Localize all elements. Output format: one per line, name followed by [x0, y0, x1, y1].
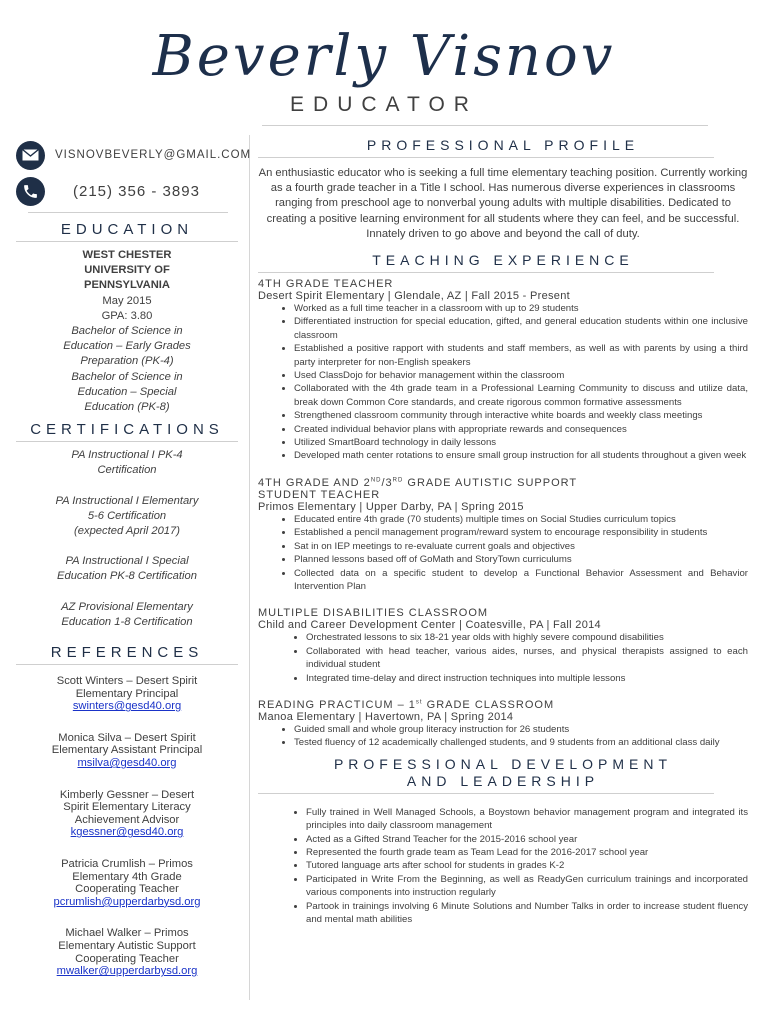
job-1 [258, 278, 748, 463]
reference-5-line-2: Elementary Autistic Support [58, 939, 196, 952]
list-item: • Orchestrated lessons to six 18-21 year olds with highly severe compound disabilities [306, 631, 748, 644]
email-row [16, 140, 252, 170]
cert-2-line-3: (expected April 2017) [74, 525, 180, 538]
list-item: • Developed math center rotations to ensure small group instruction for all students throughout a given week [294, 449, 748, 462]
list-item: • Partook in trainings involving 6 Minute Solutions and Number Talks in order to increase student fluency and mental math abilities [306, 900, 748, 927]
reference-3-line-3: Achievement Advisor [74, 813, 180, 826]
name-heading: Beverly Visnov [152, 24, 616, 89]
job-2-title-sup-1: ND [370, 477, 382, 484]
reference-4-email-link[interactable]: pcrumlish@upperdarbysd.org [53, 895, 201, 908]
reference-4 [16, 858, 238, 908]
job-1-details: Desert Spirit Elementary | Glendale, AZ | Fall 2015 - Present [258, 290, 570, 303]
list-item: • Differentiated instruction for special education, gifted, and general education students within one inclusive classroom [294, 315, 748, 342]
reference-4-line-1: Patricia Crumlish – Primos [61, 858, 193, 870]
reference-2-line-1: Monica Silva – Desert Spirit [58, 731, 196, 744]
cert-1 [16, 448, 238, 478]
cert-3 [16, 554, 238, 584]
job-3 [258, 607, 748, 685]
references-heading: REFERENCES [16, 644, 238, 665]
list-item: • Sat in on IEP meetings to re-evaluate current goals and objectives [294, 540, 748, 553]
reference-2-email-link[interactable]: msilva@gesd40.org [77, 757, 177, 770]
job-4-bullets [258, 723, 748, 750]
list-item: • Used ClassDojo for behavior management within the classroom [294, 369, 748, 382]
job-4-title-part-2: GRADE CLASSROOM [422, 698, 555, 711]
job-2-title-part-2: /3 [381, 476, 393, 489]
cert-2 [16, 494, 238, 540]
job-4-title-part-1: READING PRACTICUM – 1 [258, 698, 416, 711]
degree-2: Bachelor of Science in Education – Special Education (PK-8) [71, 370, 183, 414]
reference-1 [16, 675, 238, 713]
job-1-title: 4TH GRADE TEACHER [258, 278, 394, 291]
reference-3 [16, 789, 238, 839]
reference-3-email-link[interactable]: kgessner@gesd40.org [70, 826, 184, 839]
reference-1-line-2: Elementary Principal [75, 687, 179, 700]
cert-2-line-1: PA Instructional I Elementary [55, 494, 199, 507]
reference-5-line-3: Cooperating Teacher [75, 952, 179, 965]
job-4-details: Manoa Elementary | Havertown, PA | Spring 2014 [258, 710, 514, 723]
reference-5 [16, 927, 238, 977]
cert-3-line-1: PA Instructional I Special [65, 555, 189, 568]
reference-2-line-2: Elementary Assistant Principal [51, 744, 203, 757]
job-3-title: MULTIPLE DISABILITIES CLASSROOM [258, 607, 489, 620]
reference-5-email-link[interactable]: mwalker@upperdarbysd.org [56, 965, 198, 978]
profile-heading: PROFESSIONAL PROFILE [366, 137, 640, 153]
development-heading-line-1: PROFESSIONAL DEVELOPMENT [333, 755, 673, 772]
contact-divider [28, 212, 228, 213]
left-column [16, 140, 252, 978]
cert-4-line-1: AZ Provisional Elementary [61, 600, 193, 613]
job-3-details: Child and Career Development Center | Coatesville, PA | Fall 2014 [258, 619, 601, 632]
reference-3-line-2: Spirit Elementary Literacy [63, 801, 191, 814]
list-item: • Integrated time-delay and direct instruction techniques into multiple lessons [306, 672, 748, 685]
title-heading: EDUCATOR [290, 93, 478, 116]
development-bullets [258, 806, 748, 927]
profile-divider [258, 157, 714, 158]
list-item: • Participated in Write From the Beginning, as well as ReadyGen curriculum trainings and incorporated various components into instruction regularly [306, 873, 748, 900]
job-2-title [258, 477, 748, 489]
job-2 [258, 477, 748, 593]
list-item: • Guided small and whole group literacy instruction for 26 students [294, 723, 748, 736]
development-divider [258, 793, 714, 794]
header-divider [262, 125, 708, 126]
reference-4-line-2: Elementary 4th Grade [72, 870, 182, 883]
phone-icon [16, 177, 45, 206]
reference-2 [16, 732, 238, 770]
job-3-bullets [258, 631, 748, 685]
job-2-title-line-2: STUDENT TEACHER [258, 488, 381, 501]
reference-1-email-link[interactable]: swinters@gesd40.org [72, 700, 182, 713]
list-item: • Represented the fourth grade team as Team Lead for the 2016-2017 school year [306, 846, 748, 859]
education-gpa: GPA: 3.80 [101, 309, 153, 322]
education-school: WEST CHESTER UNIVERSITY OF PENNSYLVANIA [82, 249, 172, 292]
cert-4 [16, 600, 238, 630]
right-column [258, 137, 748, 926]
list-item: • Collaborated with the 4th grade team in a Professional Learning Community to discuss and utilize data, break down Common Core standards, and create rigorous common formative assessments [294, 382, 748, 409]
column-divider [249, 135, 250, 1000]
reference-5-line-1: Michael Walker – Primos [65, 927, 189, 940]
list-item: • Collected data on a specific student to develop a Functional Behavior Assessment and Behavior Intervention Plan [294, 567, 748, 594]
envelope-icon [16, 141, 45, 170]
experience-heading: TEACHING EXPERIENCE [372, 252, 634, 269]
list-item: • Tutored language arts after school for students in grades K-2 [306, 859, 748, 872]
education-heading: EDUCATION [16, 221, 238, 242]
job-2-details: Primos Elementary | Upper Darby, PA | Spring 2015 [258, 500, 524, 513]
phone-row [16, 176, 238, 206]
cert-1-line-1: PA Instructional I PK-4 [71, 449, 183, 462]
cert-1-line-2: Certification [97, 464, 157, 477]
list-item: • Educated entire 4th grade (70 students) multiple times on Social Studies curriculum topics [294, 513, 748, 526]
cert-3-line-2: Education PK-8 Certification [57, 570, 197, 583]
education-date: May 2015 [102, 294, 152, 307]
cert-2-line-2: 5-6 Certification [87, 509, 167, 522]
reference-1-line-1: Scott Winters – Desert Spirit [56, 675, 198, 688]
cert-4-line-2: Education 1-8 Certification [61, 615, 193, 628]
degree-1: Bachelor of Science in Education – Early Grades Preparation (PK-4) [63, 325, 191, 368]
reference-4-line-3: Cooperating Teacher [75, 883, 179, 896]
list-item: • Collaborated with head teacher, various aides, nurses, and physical therapists assigned to each individual student [306, 645, 748, 672]
job-4 [258, 699, 748, 750]
email-text: VISNOVBEVERLY@GMAIL.COM [55, 149, 252, 161]
list-item: • Strengthened classroom community through interactive white boards and weekly class meetings [294, 409, 748, 422]
list-item: • Utilized SmartBoard technology in daily lessons [294, 436, 748, 449]
list-item: • Created individual behavior plans with appropriate rewards and consequences [294, 423, 748, 436]
job-2-title-part-1: 4TH GRADE AND 2 [258, 476, 371, 489]
certifications-heading: CERTIFICATIONS [16, 421, 238, 442]
job-4-title-sup: st [415, 699, 423, 706]
reference-3-line-1: Kimberly Gessner – Desert [59, 788, 195, 801]
list-item: • Worked as a full time teacher in a classroom with up to 29 students [294, 302, 748, 315]
job-1-bullets [258, 302, 748, 463]
job-2-title-part-3: GRADE AUTISTIC SUPPORT [403, 476, 578, 489]
development-heading-line-2: AND LEADERSHIP [406, 772, 600, 789]
job-4-title [258, 699, 748, 711]
list-item: • Acted as a Gifted Strand Teacher for the 2015-2016 school year [306, 833, 748, 846]
list-item: • Planned lessons based off of GoMath and StoryTown curriculums [294, 553, 748, 566]
profile-text: An enthusiastic educator who is seeking a full time elementary teaching position. Currently working as a fourth grade teacher in a Title I school. Has numerous diverse experiences in classrooms ranging from preschool age to nonverbal young adults with multiple disabilities. Dedicated to creating a positive learning environment for all students where they can feel, and be successful. Innately driven to go above and beyond the call of duty. [258, 167, 748, 240]
phone-text: (215) 356 - 3893 [73, 182, 200, 200]
list-item: • Tested fluency of 12 academically challenged students, and 9 students from an additional class daily [294, 736, 748, 749]
job-2-bullets [258, 513, 748, 593]
list-item: • Established a pencil management program/reward system to encourage responsibility in students [294, 526, 748, 539]
job-2-title-sup-2: RD [392, 477, 404, 484]
list-item: • Established a positive rapport with students and staff members, as well as with parents by using a third party interpreter for non-English speakers [294, 342, 748, 369]
experience-divider [258, 272, 714, 273]
list-item: • Fully trained in Well Managed Schools, a Boystown behavior management program and integrated its principles into daily classroom management [306, 806, 748, 833]
